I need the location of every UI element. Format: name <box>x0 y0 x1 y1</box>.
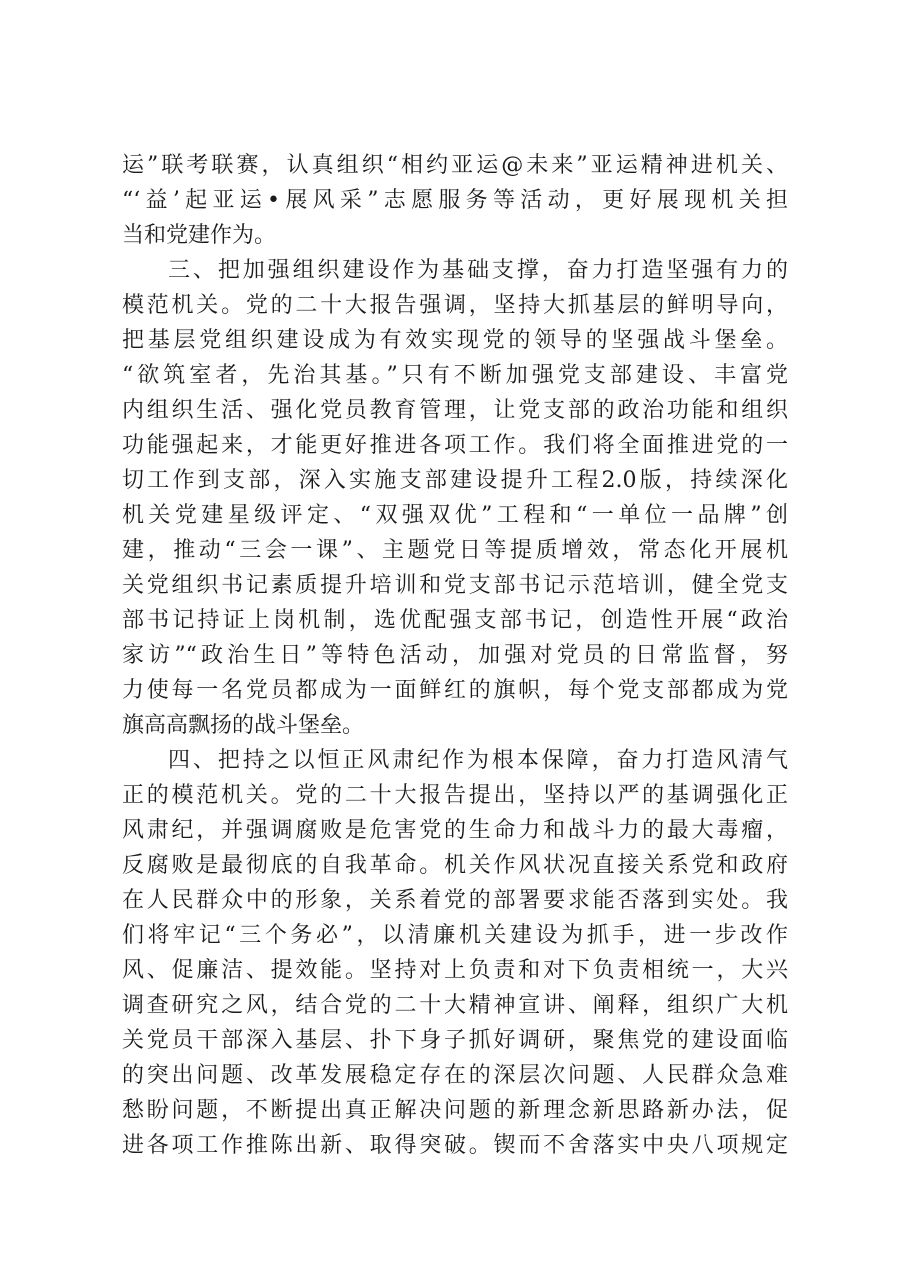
text-line: 愁盼问题，不断提出真正解决问题的新理念新思路新办法，促 <box>122 1098 788 1123</box>
document-body <box>122 148 788 1163</box>
text-line: 三、把加强组织建设作为基础支撑，奋力打造坚强有力的 <box>168 258 788 283</box>
text-line: 四、把持之以恒正风肃纪作为根本保障，奋力打造风清气 <box>168 748 788 773</box>
text-line: 调查研究之风，结合党的二十大精神宣讲、阐释，组织广大机 <box>122 993 788 1018</box>
paragraph-section-four <box>122 743 788 1163</box>
text-line: 关党员干部深入基层、扑下身子抓好调研，聚焦党的建设面临 <box>122 1028 788 1053</box>
text-line: 风、促廉洁、提效能。坚持对上负责和对下负责相统一，大兴 <box>122 958 788 983</box>
paragraph-section-three <box>122 253 788 743</box>
text-line: 在人民群众中的形象，关系着党的部署要求能否落到实处。我 <box>122 888 788 913</box>
text-line: 的突出问题、改革发展稳定存在的深层次问题、人民群众急难 <box>122 1063 788 1088</box>
text-line: “欲筑室者，先治其基。”只有不断加强党支部建设、丰富党 <box>122 363 788 388</box>
text-line: 把基层党组织建设成为有效实现党的领导的坚强战斗堡垒。 <box>122 328 788 353</box>
text-line: 关党组织书记素质提升培训和党支部书记示范培训，健全党支 <box>122 573 788 598</box>
text-line: 当和党建作为。 <box>122 223 277 248</box>
text-line: 机关党建星级评定、“双强双优”工程和“一单位一品牌”创 <box>122 503 788 528</box>
text-line: 部书记持证上岗机制，选优配强支部书记，创造性开展“政治 <box>122 608 788 633</box>
text-line: 反腐败是最彻底的自我革命。机关作风状况直接关系党和政府 <box>122 853 788 878</box>
text-line: 切工作到支部，深入实施支部建设提升工程2.0版，持续深化 <box>122 468 788 493</box>
text-line: 进各项工作推陈出新、取得突破。锲而不舍落实中央八项规定 <box>122 1133 788 1158</box>
text-line: 模范机关。党的二十大报告强调，坚持大抓基层的鲜明导向， <box>122 293 788 318</box>
text-line: 建，推动“三会一课”、主题党日等提质增效，常态化开展机 <box>122 538 788 563</box>
text-line: 们将牢记“三个务必”，以清廉机关建设为抓手，进一步改作 <box>122 923 788 948</box>
text-line: 旗高高飘扬的战斗堡垒。 <box>122 713 365 738</box>
text-line: 内组织生活、强化党员教育管理，让党支部的政治功能和组织 <box>122 398 788 423</box>
text-line: 力使每一名党员都成为一面鲜红的旗帜，每个党支部都成为党 <box>122 678 788 703</box>
text-line: 家访”“政治生日”等特色活动，加强对党员的日常监督，努 <box>122 643 788 668</box>
text-line: 运”联考联赛，认真组织“相约亚运@未来”亚运精神进机关、 <box>122 153 788 178</box>
text-line: 风肃纪，并强调腐败是危害党的生命力和战斗力的最大毒瘤， <box>122 818 788 843</box>
text-line: 功能强起来，才能更好推进各项工作。我们将全面推进党的一 <box>122 433 788 458</box>
text-line: 正的模范机关。党的二十大报告提出，坚持以严的基调强化正 <box>122 783 788 808</box>
text-line: “‘益’起亚运•展风采”志愿服务等活动，更好展现机关担 <box>122 188 788 213</box>
paragraph-continuation <box>122 148 788 253</box>
